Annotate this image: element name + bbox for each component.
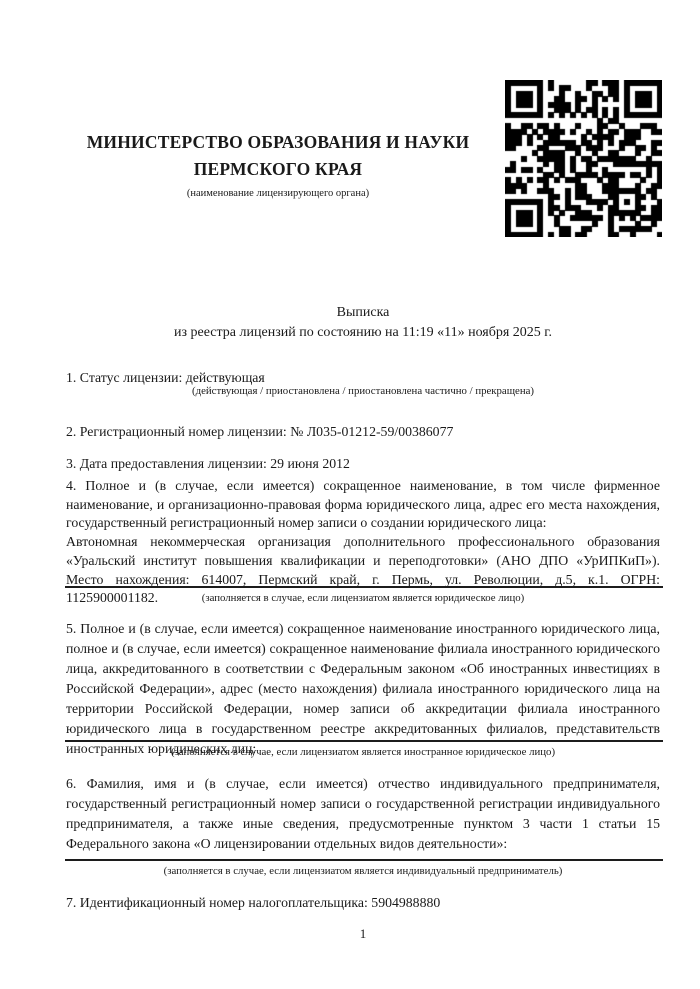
item-foreign-entity-caption: (заполняется в случае, если лицензиатом является иностранное юридическое лицо) — [170, 746, 556, 758]
divider-rule — [65, 859, 663, 861]
item-license-date: 3. Дата предоставления лицензии: 29 июня 2012 — [66, 456, 350, 471]
page-number: 1 — [359, 926, 367, 941]
item-individual-entrepreneur-caption: (заполняется в случае, если лицензиатом является индивидуальный предприниматель) — [163, 865, 563, 877]
divider-rule — [65, 586, 663, 588]
item-legal-entity — [66, 477, 660, 608]
licensing-authority-caption: (наименование лицензирующего органа) — [186, 188, 370, 199]
ministry-name-line1: МИНИСТЕРСТВО ОБРАЗОВАНИЯ И НАУКИ — [86, 132, 470, 152]
ministry-name — [66, 129, 490, 183]
document-title-line2: из реестра лицензий по состоянию на 11:19 «11» ноября 2025 г. — [174, 325, 552, 340]
item-registration-number: 2. Регистрационный номер лицензии: № Л035-01212-59/00386077 — [66, 424, 454, 439]
divider-rule — [65, 740, 663, 742]
header — [66, 129, 490, 200]
document-title-line1: Выписка — [336, 305, 390, 320]
document-title — [66, 303, 660, 343]
item-taxpayer-number: 7. Идентификационный номер налогоплательщика: 5904988880 — [66, 895, 441, 910]
item-individual-entrepreneur: 6. Фамилия, имя и (в случае, если имеется) отчество индивидуального предпринимателя, государственный регистрационный номер записи о государственной регистрации индивидуального предпринимателя, а также иные сведения, предусмотренные пунктом 3 части 1 статьи 15 Федерального закона «О лицензировании отдельных видов деятельности»: — [66, 776, 660, 851]
item-license-status-caption: (действующая / приостановлена / приостановлена частично / прекращена) — [192, 385, 534, 397]
item-legal-entity-text: 4. Полное и (в случае, если имеется) сокращенное наименование, в том числе фирменное наименование, и организационно-правовая форма юридического лица, адрес его места нахождения, государственный регистрационный номер записи о создании юридического лица: — [66, 478, 660, 531]
item-legal-entity-caption: (заполняется в случае, если лицензиатом является юридическое лицо) — [201, 592, 525, 604]
ministry-name-line2: ПЕРМСКОГО КРАЯ — [193, 159, 363, 179]
item-license-status: 1. Статус лицензии: действующая — [66, 370, 265, 385]
item-legal-entity-value: Автономная некоммерческая организация дополнительного профессионального образования «Уральский институт повышения квалификации и переподготовки» (АНО ДПО «УрИПКиП»). Место нахождения: 614007, Пермский край, г. Пермь, ул. Революции, д.5, к.1. ОГРН: 1125900001182. — [66, 534, 660, 606]
item-foreign-entity: 5. Полное и (в случае, если имеется) сокращенное наименование иностранного юридического лица, полное и (в случае, если имеется) сокращенное наименование филиала иностранного юридического лица, аккредитованного в соответствии с Федеральным законом «Об иностранных инвестициях в Российской Федерации», адрес (место нахождения) филиала иностранного юридического лица на территории Российской Федерации, номер записи об аккредитации филиала иностранного юридического лица в государственном реестре аккредитованных филиалов, представительств иностранных юридических лиц: — [66, 621, 660, 756]
qr-code-icon — [505, 80, 662, 237]
